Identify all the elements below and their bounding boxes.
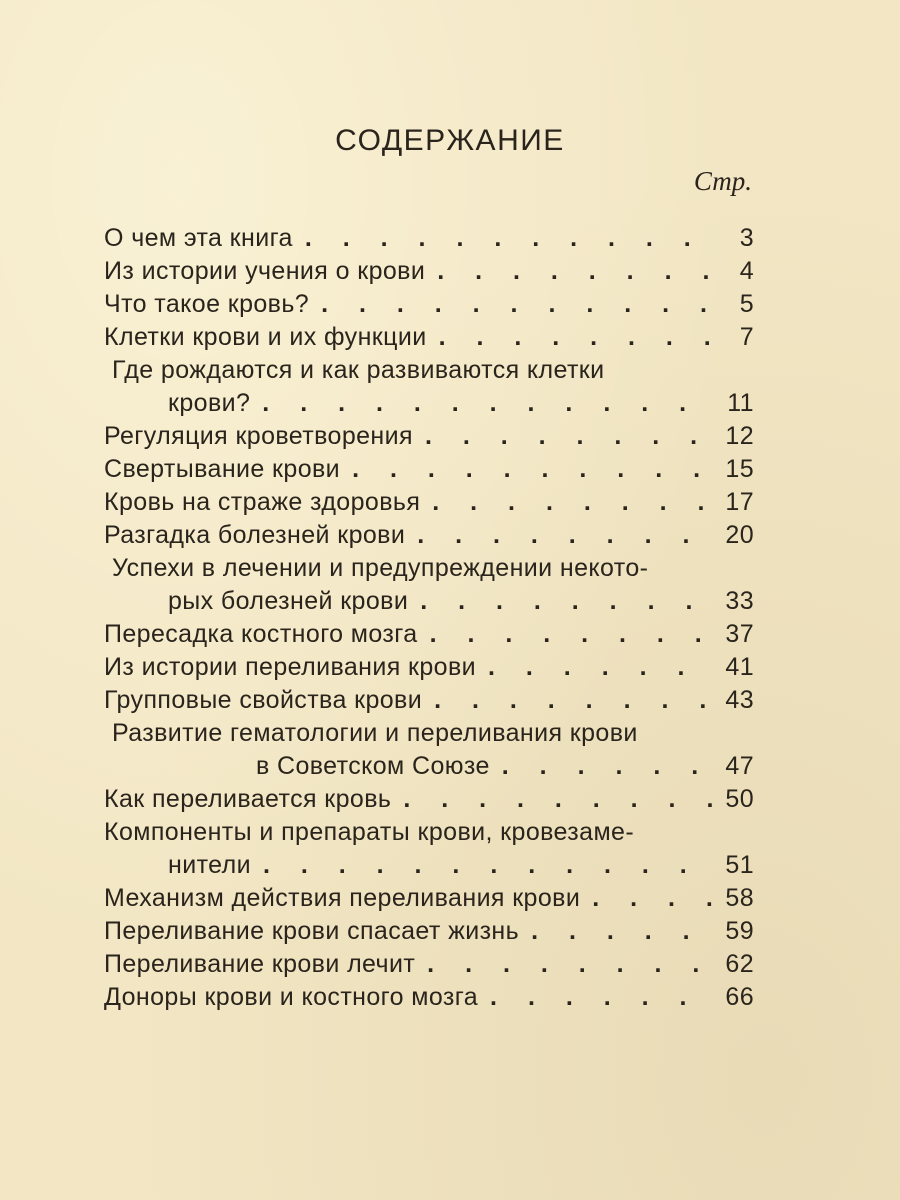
toc-entry-title-continued: крови?: [168, 389, 251, 417]
toc-entry: [104, 222, 754, 255]
toc-page-number: 3: [739, 224, 754, 252]
toc-entry-title: Из истории переливания крови: [104, 653, 477, 681]
toc-entry-title: Кровь на страже здоровья: [104, 488, 421, 516]
toc-entry-title: Переливание крови лечит: [104, 950, 416, 978]
toc-entry: [104, 717, 754, 783]
dot-leader: [420, 585, 712, 618]
toc-entry-title: Разгадка болезней крови: [104, 521, 406, 549]
dot-leader: [263, 849, 712, 882]
toc-page-number: 15: [725, 455, 754, 483]
toc-entry: [104, 486, 754, 519]
toc-entry-title: Что такое кровь?: [104, 290, 310, 318]
toc-entry: [104, 618, 754, 651]
toc-entry: [104, 420, 754, 453]
dot-leader: [490, 981, 712, 1014]
toc-entry: [104, 948, 754, 981]
toc-entry-title-continued: рых болезней крови: [168, 587, 409, 615]
toc-page-number: 50: [725, 785, 754, 813]
toc-entry: [104, 288, 754, 321]
toc-page-number: 59: [725, 917, 754, 945]
toc-entry-title: Где рождаются и как развиваются клетки: [112, 356, 605, 384]
toc-entry: [104, 255, 754, 288]
toc-page-number: 43: [725, 686, 754, 714]
toc-entry: [104, 816, 754, 882]
pages-column-label: Стр.: [693, 166, 752, 196]
toc-page-number: 17: [725, 488, 754, 516]
dot-leader: [425, 420, 712, 453]
toc-entry-title: Компоненты и препараты крови, кровезаме-: [104, 818, 635, 846]
toc-entry: [104, 519, 754, 552]
dot-leader: [488, 651, 712, 684]
dot-leader: [439, 321, 712, 354]
contents-heading: СОДЕРЖАНИЕ: [335, 124, 565, 157]
dot-leader: [427, 948, 712, 981]
toc-page-number: 37: [725, 620, 754, 648]
toc-page-number: 7: [739, 323, 754, 351]
toc-page-number: 20: [725, 521, 754, 549]
toc-entry: [104, 354, 754, 420]
dot-leader: [417, 519, 712, 552]
dot-leader: [262, 387, 712, 420]
dot-leader: [437, 255, 712, 288]
toc-page-number: 66: [725, 983, 754, 1011]
toc-entry: [104, 684, 754, 717]
toc-entry-title: Из истории учения о крови: [104, 257, 426, 285]
toc-entry-title: Клетки крови и их функции: [104, 323, 427, 351]
toc-entry-title: Свертывание крови: [104, 455, 341, 483]
dot-leader: [352, 453, 712, 486]
toc-page-number: 4: [739, 257, 754, 285]
toc-page-number: 12: [725, 422, 754, 450]
toc-entry: [104, 453, 754, 486]
toc-entry: [104, 981, 754, 1014]
toc-entry-title: Успехи в лечении и предупреждении некото-: [112, 554, 649, 582]
toc-entry-title: Переливание крови спасает жизнь: [104, 917, 520, 945]
dot-leader: [430, 618, 712, 651]
toc-entry-title-continued: в Советском Союзе: [256, 752, 490, 780]
toc-page-number: 62: [725, 950, 754, 978]
toc-page-number: 33: [725, 587, 754, 615]
dot-leader: [592, 882, 712, 915]
toc-entry-title: Групповые свойства крови: [104, 686, 423, 714]
dot-leader: [432, 486, 712, 519]
toc-page-number: 51: [725, 851, 754, 879]
toc-page-number: 11: [727, 389, 754, 417]
toc-entry-title: Доноры крови и костного мозга: [104, 983, 479, 1011]
toc-entry: [104, 882, 754, 915]
toc-entry: [104, 321, 754, 354]
toc-entry: [104, 552, 754, 618]
toc-entry-title: Развитие гематологии и переливания крови: [112, 719, 638, 747]
dot-leader: [531, 915, 712, 948]
toc-entry-title: О чем эта книга: [104, 224, 293, 252]
toc-entry-title: Механизм действия переливания крови: [104, 884, 581, 912]
toc-entry-title: Пересадка костного мозга: [104, 620, 418, 648]
dot-leader: [434, 684, 712, 717]
toc-page-number: 5: [739, 290, 754, 318]
toc-entry-title-continued: нители: [168, 851, 251, 879]
dot-leader: [502, 750, 712, 783]
toc-entry-title: Как переливается кровь: [104, 785, 392, 813]
toc-entry: [104, 915, 754, 948]
dot-leader: [321, 288, 712, 321]
dot-leader: [403, 783, 712, 816]
toc-page-number: 58: [725, 884, 754, 912]
toc-entry-title: Регуляция кроветворения: [104, 422, 413, 450]
toc-entry: [104, 651, 754, 684]
table-of-contents: [104, 222, 754, 1014]
toc-page-number: 41: [725, 653, 754, 681]
dot-leader: [305, 222, 712, 255]
toc-entry: [104, 783, 754, 816]
toc-page-number: 47: [725, 752, 754, 780]
